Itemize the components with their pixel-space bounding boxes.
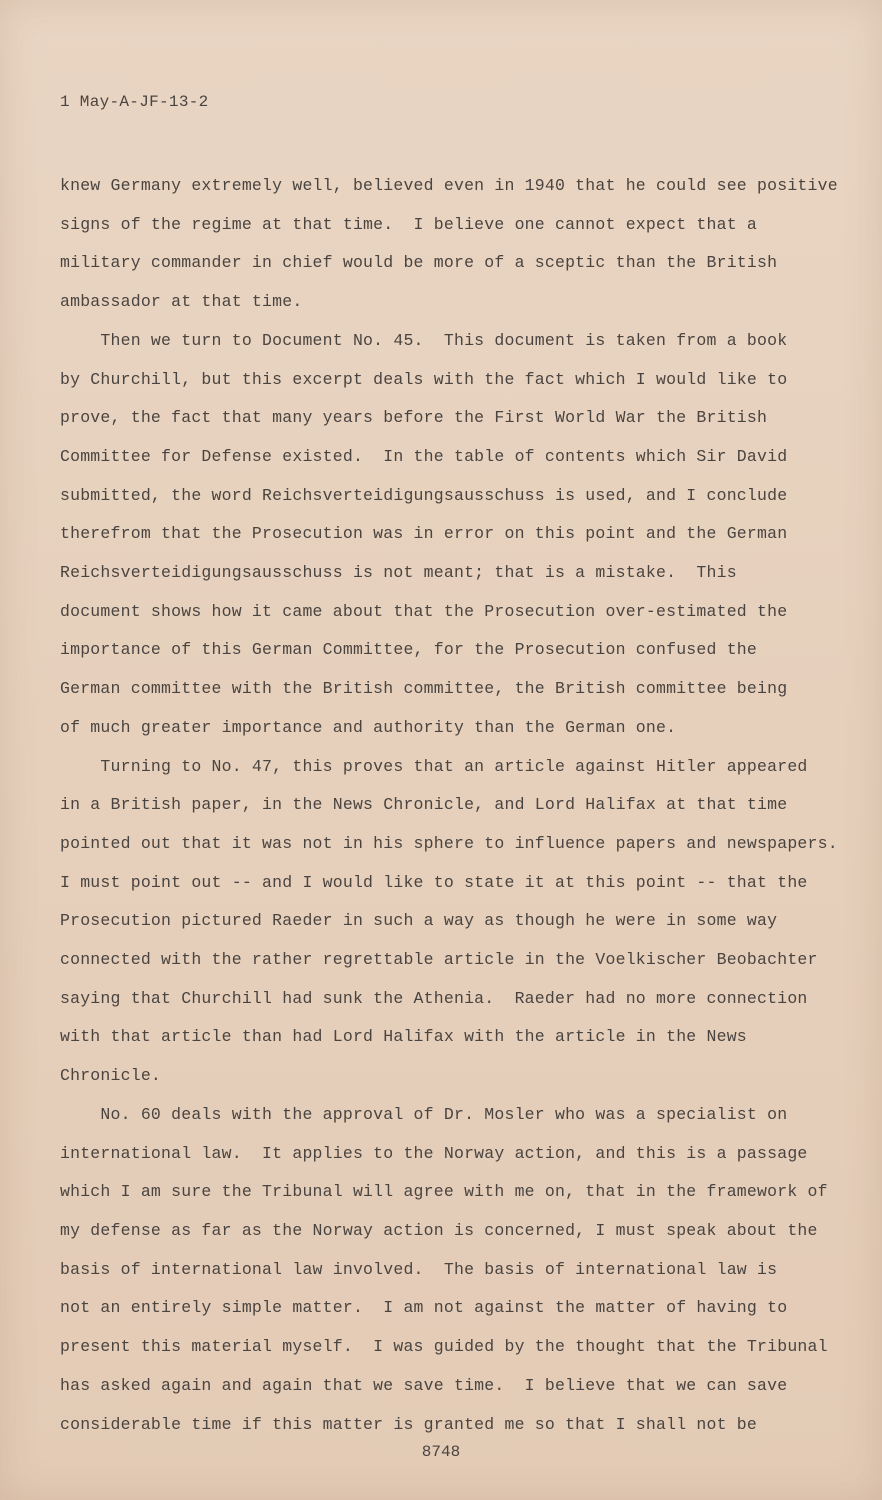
document-body [60,167,838,1444]
text-line: German committee with the British committee, the British committee being [60,679,788,699]
text-line: Reichsverteidigungsausschuss is not meant; that is a mistake. This [60,563,737,583]
document-reference: 1 May-A-JF-13-2 [60,93,209,111]
text-line: document shows how it came about that the Prosecution over-estimated the [60,601,788,621]
text-line: importance of this German Committee, for the Prosecution confused the [60,640,758,660]
text-line: of much greater importance and authority than the German one. [60,717,677,737]
text-line: has asked again and again that we save time. I believe that we can save [60,1375,788,1395]
text-line: prove, the fact that many years before the First World War the British [60,408,768,428]
page-number: 8748 [421,1443,461,1461]
text-line: No. 60 deals with the approval of Dr. Mosler who was a specialist on [60,1104,788,1124]
text-line: in a British paper, in the News Chronicle, and Lord Halifax at that time [60,795,788,815]
text-line: international law. It applies to the Norway action, and this is a passage [60,1143,808,1163]
text-line: knew Germany extremely well, believed even in 1940 that he could see positive [60,176,838,195]
text-line: considerable time if this matter is granted me so that I shall not be [60,1414,758,1434]
text-line: signs of the regime at that time. I believe one cannot expect that a [60,214,758,234]
text-line: my defense as far as the Norway action is concerned, I must speak about the [60,1220,818,1240]
text-line: saying that Churchill had sunk the Athenia. Raeder had no more connection [60,988,808,1008]
text-line: therefrom that the Prosecution was in error on this point and the German [60,524,788,544]
text-line: pointed out that it was not in his sphere to influence papers and newspapers. [60,833,838,853]
text-line: by Churchill, but this excerpt deals with the fact which I would like to [60,369,788,389]
text-line: ambassador at that time. [60,292,303,312]
text-line: connected with the rather regrettable article in the Voelkischer Beobachter [60,950,818,970]
text-line: Chronicle. [60,1066,162,1086]
text-line: with that article than had Lord Halifax with the article in the News [60,1027,747,1047]
text-line: not an entirely simple matter. I am not against the matter of having to [60,1298,788,1318]
text-line: which I am sure the Tribunal will agree with me on, that in the framework of [60,1182,828,1202]
text-line: present this material myself. I was guided by the thought that the Tribunal [60,1337,828,1357]
text-line: Prosecution pictured Raeder in such a way as though he were in some way [60,911,778,931]
text-line: Turning to No. 47, this proves that an article against Hitler appeared [60,756,808,776]
text-line: military commander in chief would be more of a sceptic than the British [60,253,778,273]
text-line: submitted, the word Reichsverteidigungsausschuss is used, and I conclude [60,485,788,505]
text-line: Committee for Defense existed. In the table of contents which Sir David [60,446,788,466]
text-line: I must point out -- and I would like to state it at this point -- that the [60,872,808,892]
text-line: basis of international law involved. The basis of international law is [60,1259,778,1279]
text-line: Then we turn to Document No. 45. This document is taken from a book [60,330,788,350]
